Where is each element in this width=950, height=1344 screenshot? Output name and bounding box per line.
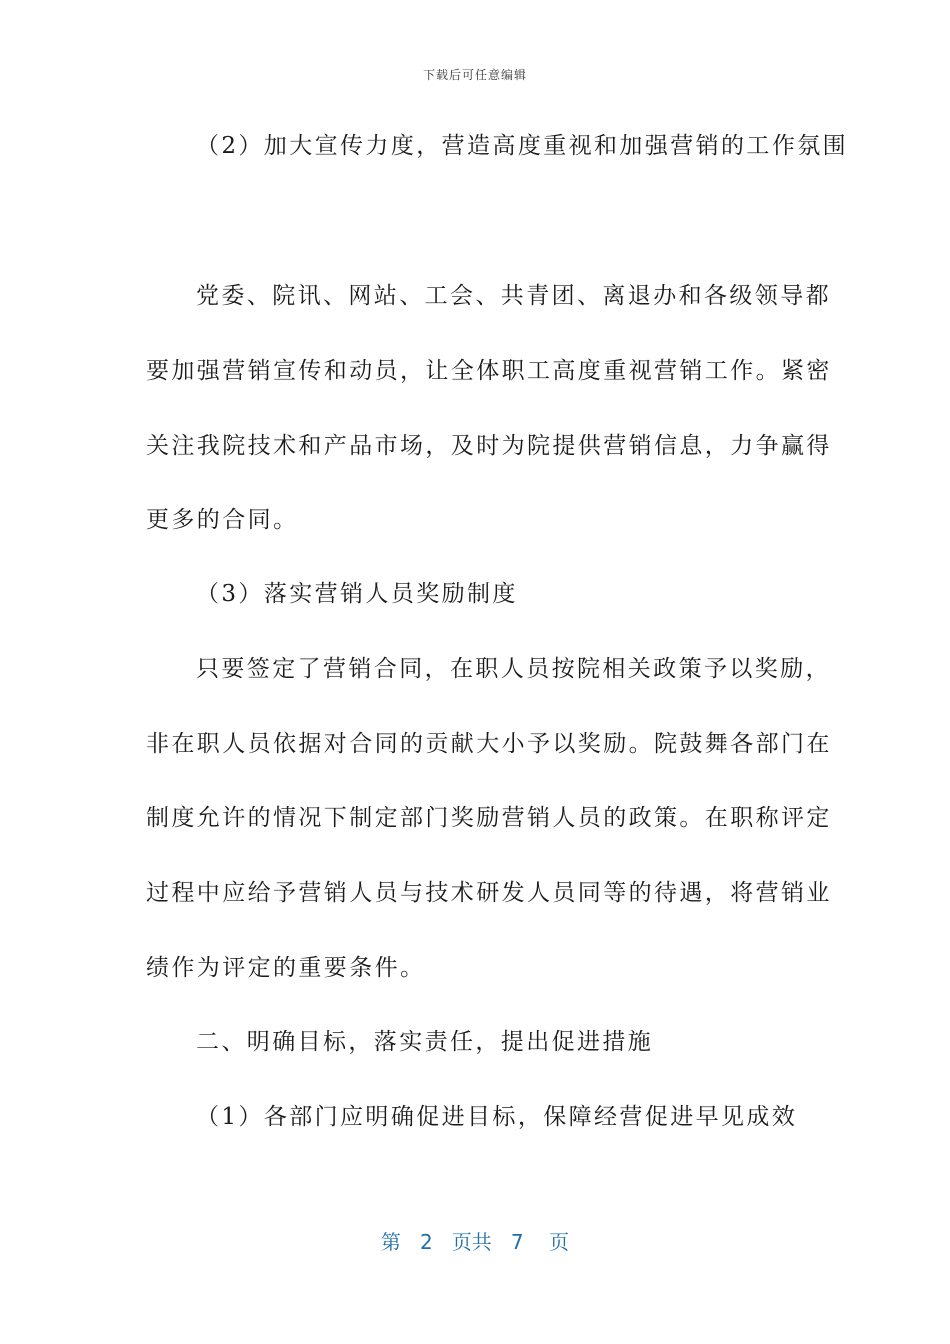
footer-mid: 页共 (451, 1230, 492, 1254)
footer-prefix: 第 (380, 1230, 401, 1254)
page-header-note: 下载后可任意编辑 (422, 68, 527, 82)
footer-current-page: 2 (420, 1230, 433, 1254)
footer-suffix: 页 (549, 1230, 570, 1254)
paragraph-line: 绩作为评定的重要条件。 (146, 955, 426, 981)
paragraph-line: 只要签定了营销合同，在职人员按院相关政策予以奖励， (196, 656, 831, 682)
paragraph-line: 二、明确目标，落实责任，提出促进措施 (196, 1029, 654, 1055)
paragraph-line: （3）落实营销人员奖励制度 (196, 581, 518, 607)
paragraph-line: （2）加大宣传力度，营造高度重视和加强营销的工作氛围 (196, 133, 849, 159)
paragraph-line: （1）各部门应明确促进目标，保障经营促进早见成效 (196, 1104, 798, 1130)
page-footer (0, 1226, 950, 1255)
footer-total-pages: 7 (510, 1230, 524, 1254)
paragraph-line: 更多的合同。 (146, 507, 299, 533)
paragraph-line: 非在职人员依据对合同的贡献大小予以奖励。院鼓舞各部门在 (146, 731, 832, 757)
paragraph-line: 关注我院技术和产品市场，及时为院提供营销信息，力争赢得 (146, 433, 832, 459)
paragraph-line: 过程中应给予营销人员与技术研发人员同等的待遇，将营销业 (146, 880, 832, 906)
paragraph-line: 制度允许的情况下制定部门奖励营销人员的政策。在职称评定 (146, 805, 832, 831)
paragraph-line: 党委、院讯、网站、工会、共青团、离退办和各级领导都 (196, 283, 831, 309)
paragraph-line: 要加强营销宣传和动员，让全体职工高度重视营销工作。紧密 (146, 358, 832, 384)
